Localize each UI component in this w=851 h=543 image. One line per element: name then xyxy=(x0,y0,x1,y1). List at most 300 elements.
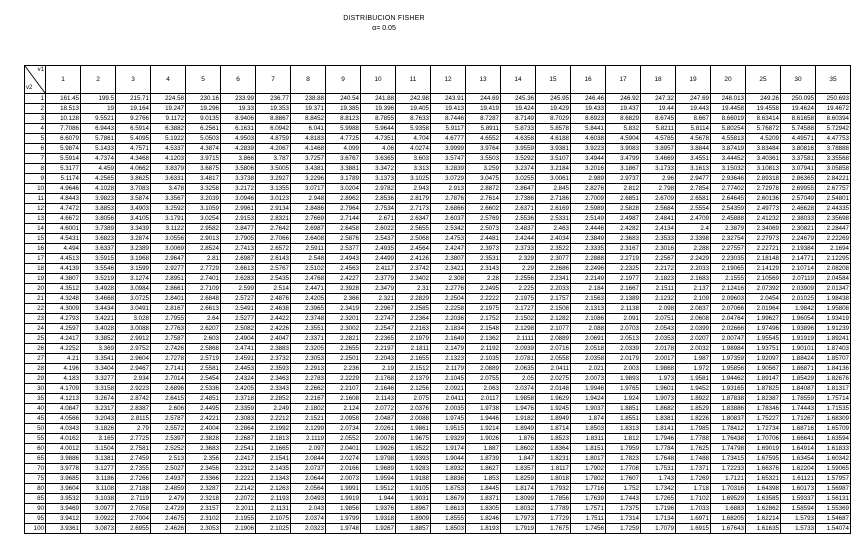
table-cell: 1.7985 xyxy=(676,424,711,434)
table-cell: 1.66641 xyxy=(781,434,816,444)
table-cell: 2.606 xyxy=(151,404,186,414)
table-cell: 2.3718 xyxy=(221,394,256,404)
table-row xyxy=(25,214,851,224)
table-cell: 1.78559 xyxy=(781,394,816,404)
table-cell: 1.83886 xyxy=(711,404,746,414)
table-cell: 2.3973 xyxy=(466,244,501,254)
table-cell: 1.9452 xyxy=(676,384,711,394)
table-cell: 2.671 xyxy=(361,214,396,224)
table-cell: 1.853 xyxy=(466,474,501,484)
table-cell: 2.9223 xyxy=(116,384,151,394)
row-header: 90 xyxy=(25,504,46,514)
table-cell: 2.3928 xyxy=(326,284,361,294)
table-cell: 2.7725 xyxy=(116,434,151,444)
table-cell: 240.54 xyxy=(326,94,361,104)
table-cell: 4.47753 xyxy=(816,134,851,144)
table-cell: 1.98438 xyxy=(816,294,851,304)
table-cell: 2.1256 xyxy=(396,384,431,394)
table-cell: 2.934 xyxy=(116,374,151,384)
table-cell: 2.9647 xyxy=(151,254,186,264)
table-cell: 2.41232 xyxy=(746,214,781,224)
table-cell: 2.1975 xyxy=(501,294,536,304)
table-cell: 2.0358 xyxy=(571,354,606,364)
table-cell: 1.9073 xyxy=(641,394,676,404)
table-cell: 1.9919 xyxy=(326,494,361,504)
table-cell: 2.2072 xyxy=(221,494,256,504)
table-cell: 4.3248 xyxy=(46,294,81,304)
table-cell: 2.8962 xyxy=(326,194,361,204)
table-cell: 6.0942 xyxy=(256,124,291,134)
table-cell: 2.5068 xyxy=(396,234,431,244)
table-cell: 3.2184 xyxy=(536,164,571,174)
table-cell: 2.2325 xyxy=(606,264,641,274)
table-cell: 3.9532 xyxy=(46,494,81,504)
column-header: 2 xyxy=(81,66,116,94)
table-cell: 2.23035 xyxy=(711,254,746,264)
table-cell: 2.67757 xyxy=(816,184,851,194)
table-cell: 2.5769 xyxy=(466,214,501,224)
table-cell: 3.1968 xyxy=(116,254,151,264)
table-cell: 2.5435 xyxy=(256,274,291,284)
table-cell: 4.21 xyxy=(46,354,81,364)
table-row xyxy=(25,164,851,174)
table-cell: 1.7639 xyxy=(571,494,606,504)
table-cell: 2.0487 xyxy=(361,414,396,424)
table-cell: 215.71 xyxy=(116,94,151,104)
table-cell: 2.0493 xyxy=(291,494,326,504)
table-cell: 2.2967 xyxy=(361,304,396,314)
table-cell: 1.6883 xyxy=(711,504,746,514)
table-cell: 2.30821 xyxy=(781,224,816,234)
table-cell: 2.0755 xyxy=(466,374,501,384)
column-header: 35 xyxy=(816,66,851,94)
table-cell: 3.0717 xyxy=(291,184,326,194)
table-cell: 3.7389 xyxy=(81,224,116,234)
row-header: 8 xyxy=(25,164,46,174)
table-cell: 2.2258 xyxy=(431,304,466,314)
table-cell: 2.0781 xyxy=(501,354,536,364)
table-cell: 1.8922 xyxy=(676,394,711,404)
table-cell: 8.6745 xyxy=(641,114,676,124)
table-cell: 4.5431 xyxy=(46,234,81,244)
table-cell: 2.2821 xyxy=(326,334,361,344)
table-cell: 2.366 xyxy=(326,294,361,304)
table-cell: 4.7472 xyxy=(46,204,81,214)
table-cell: 2.1608 xyxy=(326,394,361,404)
table-cell: 2.0454 xyxy=(746,294,781,304)
table-cell: 4.1468 xyxy=(291,144,326,154)
table-cell: 2.321 xyxy=(361,294,396,304)
table-cell: 2.1823 xyxy=(641,274,676,284)
table-cell: 3.3567 xyxy=(151,194,186,204)
table-cell: 1.9174 xyxy=(431,444,466,454)
table-cell: 2.124 xyxy=(326,404,361,414)
table-cell: 2.45888 xyxy=(711,214,746,224)
table-cell: 8.7855 xyxy=(361,114,396,124)
table-cell: 2.5073 xyxy=(466,224,501,234)
table-cell: 1.74443 xyxy=(781,404,816,414)
table-cell: 2.0399 xyxy=(676,324,711,334)
row-header: 21 xyxy=(25,294,46,304)
table-cell: 2.1811 xyxy=(396,344,431,354)
table-cell: 2.4117 xyxy=(361,264,396,274)
table-cell: 2.0035 xyxy=(431,404,466,414)
table-cell: 1.54074 xyxy=(816,524,851,534)
table-cell: 2.5342 xyxy=(431,224,466,234)
table-cell: 2.0889 xyxy=(536,334,571,344)
table-cell: 2.2429 xyxy=(676,254,711,264)
table-cell: 2.6955 xyxy=(116,524,151,534)
table-cell: 2.4904 xyxy=(221,334,256,344)
table-cell: 2.2229 xyxy=(326,374,361,384)
table-cell: 1.86871 xyxy=(781,364,816,374)
table-cell: 2.6851 xyxy=(606,194,641,204)
table-cell: 3.3738 xyxy=(221,174,256,184)
table-cell: 1.8739 xyxy=(466,454,501,464)
table-cell: 1.93896 xyxy=(781,324,816,334)
table-row xyxy=(25,174,851,184)
table-cell: 2.4499 xyxy=(361,254,396,264)
table-cell: 3.1186 xyxy=(81,474,116,484)
table-cell: 2.4851 xyxy=(186,394,221,404)
table-cell: 2.00747 xyxy=(711,334,746,344)
table-cell: 1.8529 xyxy=(676,404,711,414)
table-cell: 3.4551 xyxy=(676,154,711,164)
table-cell: 2.1667 xyxy=(606,284,641,294)
table-cell: 2.2783 xyxy=(291,374,326,384)
table-cell: 1.9026 xyxy=(466,434,501,444)
table-row xyxy=(25,314,851,324)
table-row xyxy=(25,344,851,354)
table-cell: 1.8503 xyxy=(571,424,606,434)
table-cell: 3.2172 xyxy=(221,184,256,194)
table-cell: 2.3479 xyxy=(361,284,396,294)
table-cell: 3.0922 xyxy=(81,514,116,524)
table-cell: 2.14771 xyxy=(781,254,816,264)
table-cell: 1.8555 xyxy=(431,514,466,524)
table-cell: 1.9182 xyxy=(501,414,536,424)
table-cell: 2.0339 xyxy=(606,344,641,354)
row-header: 9 xyxy=(25,174,46,184)
table-cell: 2.0772 xyxy=(361,404,396,414)
table-cell: 1.7033 xyxy=(676,504,711,514)
table-cell: 5.9874 xyxy=(46,144,81,154)
table-cell: 2.5491 xyxy=(221,304,256,314)
table-cell: 7.7086 xyxy=(46,124,81,134)
row-header: 35 xyxy=(25,394,46,404)
table-cell: 5.80254 xyxy=(711,124,746,134)
table-cell: 2.4638 xyxy=(256,304,291,314)
table-cell: 3.1504 xyxy=(81,444,116,454)
table-cell: 3.4669 xyxy=(641,154,676,164)
table-cell: 2.5377 xyxy=(326,244,361,254)
table-cell: 2.4324 xyxy=(221,374,256,384)
table-cell: 1.61635 xyxy=(746,524,781,534)
table-cell: 2.3456 xyxy=(186,464,221,474)
table-cell: 4.1203 xyxy=(151,154,186,164)
table-cell: 1.72233 xyxy=(711,464,746,474)
table-cell: 2.0376 xyxy=(396,404,431,414)
table-cell: 1.8627 xyxy=(466,464,501,474)
table-cell: 2.3732 xyxy=(256,354,291,364)
table-cell: 2.8401 xyxy=(151,294,186,304)
table-cell: 2.5868 xyxy=(186,344,221,354)
table-cell: 2.3683 xyxy=(186,444,221,454)
table-cell: 3.6331 xyxy=(151,174,186,184)
table-cell: 3.0984 xyxy=(116,284,151,294)
table-cell: 4.7571 xyxy=(116,144,151,154)
table-cell: 8.7149 xyxy=(501,114,536,124)
column-header: 20 xyxy=(711,66,746,94)
table-cell: 3.8379 xyxy=(151,164,186,174)
table-cell: 1.743 xyxy=(641,474,676,484)
table-cell: 1.8099 xyxy=(501,494,536,504)
table-cell: 19.396 xyxy=(361,104,396,114)
table-cell: 1.9329 xyxy=(431,434,466,444)
table-row xyxy=(25,224,851,234)
row-header: 2 xyxy=(25,104,46,114)
table-cell: 9.5521 xyxy=(81,114,116,124)
table-cell: 2.7141 xyxy=(151,364,186,374)
table-cell: 2.0178 xyxy=(641,344,676,354)
table-cell: 2.4422 xyxy=(256,314,291,324)
table-cell: 19.33 xyxy=(221,104,256,114)
table-cell: 2.9782 xyxy=(361,184,396,194)
table-cell: 2.4943 xyxy=(326,254,361,264)
table-cell: 2.4564 xyxy=(396,244,431,254)
table-cell: 1.63454 xyxy=(781,454,816,464)
table-cell: 2.89318 xyxy=(746,174,781,184)
table-cell: 2.3733 xyxy=(501,244,536,254)
table-cell: 1.96054 xyxy=(781,314,816,324)
table-cell: 3.15032 xyxy=(711,164,746,174)
page-title: DISTRIBUCION FISHER xyxy=(343,15,425,22)
table-cell: 2.1179 xyxy=(431,364,466,374)
table-cell: 3.2592 xyxy=(151,204,186,214)
table-cell: 2.0179 xyxy=(606,354,641,364)
table-cell: 2.2913 xyxy=(291,364,326,374)
table-cell: 249.26 xyxy=(746,94,781,104)
table-cell: 19.385 xyxy=(326,104,361,114)
table-cell: 2.845 xyxy=(536,184,571,194)
table-cell: 2.5454 xyxy=(186,374,221,384)
table-cell: 1.58594 xyxy=(781,504,816,514)
table-cell: 3.4221 xyxy=(81,314,116,324)
table-cell: 2.8179 xyxy=(396,194,431,204)
table-cell: 2.0207 xyxy=(676,334,711,344)
table-cell: 2.3742 xyxy=(396,264,431,274)
table-cell: 4.5209 xyxy=(746,134,781,144)
table-cell: 2.4837 xyxy=(501,224,536,234)
table-cell: 2.05 xyxy=(501,374,536,384)
table-cell: 1.54687 xyxy=(816,514,851,524)
table-cell: 4.0274 xyxy=(396,144,431,154)
table-cell: 1.9868 xyxy=(641,364,676,374)
row-header: 14 xyxy=(25,224,46,234)
table-cell: 1.80837 xyxy=(711,414,746,424)
table-cell: 4.2417 xyxy=(46,334,81,344)
column-header: 16 xyxy=(571,66,606,94)
table-cell: 2.225 xyxy=(501,284,536,294)
column-header: 7 xyxy=(256,66,291,94)
table-cell: 3.8853 xyxy=(81,204,116,214)
table-cell: 1.9748 xyxy=(326,524,361,534)
table-cell: 1.70316 xyxy=(711,484,746,494)
table-cell: 8.667 xyxy=(676,114,711,124)
table-cell: 2.3849 xyxy=(571,234,606,244)
table-cell: 2.81 xyxy=(186,254,221,264)
table-cell: 1.8909 xyxy=(396,514,431,524)
table-cell: 2.463 xyxy=(536,224,571,234)
table-cell: 2.44335 xyxy=(816,204,851,214)
table-row xyxy=(25,234,851,244)
table-cell: 19.4458 xyxy=(711,104,746,114)
table-cell: 3.0475 xyxy=(466,174,501,184)
table-cell: 2.2504 xyxy=(431,294,466,304)
table-cell: 2.4126 xyxy=(396,254,431,264)
table-cell: 1.91919 xyxy=(781,334,816,344)
table-cell: 1.9926 xyxy=(361,444,396,454)
table-cell: 2.4282 xyxy=(606,224,641,234)
table-cell: 3.1025 xyxy=(396,174,431,184)
table-cell: 3.0061 xyxy=(536,174,571,184)
table-cell: 2.6572 xyxy=(256,244,291,254)
table-cell: 1.93165 xyxy=(711,384,746,394)
table-cell: 1.9861 xyxy=(396,424,431,434)
table-cell: 6.5914 xyxy=(116,124,151,134)
table-cell: 19.4558 xyxy=(746,104,781,114)
table-cell: 1.9675 xyxy=(396,434,431,444)
table-cell: 247.69 xyxy=(676,94,711,104)
table-cell: 2.1362 xyxy=(466,334,501,344)
table-cell: 9.0135 xyxy=(186,114,221,124)
table-cell: 1.7919 xyxy=(501,524,536,534)
table-cell: 1.8551 xyxy=(606,414,641,424)
table-cell: 2.5911 xyxy=(291,244,326,254)
table-cell: 2.088 xyxy=(571,324,606,334)
table-cell: 2.08208 xyxy=(816,264,851,274)
table-cell: 2.7876 xyxy=(431,194,466,204)
table-cell: 2.8321 xyxy=(256,214,291,224)
table-cell: 1.91239 xyxy=(816,324,851,334)
table-cell: 2.9153 xyxy=(221,214,256,224)
table-cell: 3.1108 xyxy=(81,484,116,494)
table-cell: 2.5437 xyxy=(361,234,396,244)
table-cell: 3.5806 xyxy=(221,164,256,174)
table-cell: 2.1075 xyxy=(256,514,291,524)
table-cell: 4.2793 xyxy=(46,314,81,324)
table-cell: 2.4709 xyxy=(676,214,711,224)
row-header: 22 xyxy=(25,304,46,314)
table-cell: 1.8311 xyxy=(571,434,606,444)
table-cell: 2.6169 xyxy=(536,204,571,214)
table-cell: 2.989 xyxy=(571,174,606,184)
table-cell: 5.9358 xyxy=(396,124,431,134)
table-cell: 2.7401 xyxy=(186,274,221,284)
table-row xyxy=(25,394,851,404)
table-row xyxy=(25,204,851,214)
table-cell: 2.3883 xyxy=(256,344,291,354)
table-cell: 2.1379 xyxy=(396,374,431,384)
table-cell: 1.9283 xyxy=(396,464,431,474)
table-cell: 8.66019 xyxy=(711,114,746,124)
row-header: 20 xyxy=(25,284,46,294)
row-header: 5 xyxy=(25,134,46,144)
table-cell: 3.35568 xyxy=(816,154,851,164)
table-cell: 2.2547 xyxy=(361,324,396,334)
table-cell: 2.5828 xyxy=(606,204,641,214)
table-cell: 2.46628 xyxy=(781,204,816,214)
row-header: 1 xyxy=(25,94,46,104)
table-cell: 1.8949 xyxy=(501,424,536,434)
table-cell: 2.1086 xyxy=(571,314,606,324)
table-cell: 2.02666 xyxy=(711,324,746,334)
table-cell: 1.8381 xyxy=(641,414,676,424)
table-cell: 1.65709 xyxy=(816,424,851,434)
table-cell: 2.0274 xyxy=(326,454,361,464)
table-cell: 2.3531 xyxy=(466,254,501,264)
table-cell: 3.5292 xyxy=(501,154,536,164)
table-row xyxy=(25,424,851,434)
table-cell: 1.7856 xyxy=(536,494,571,504)
table-cell: 1.5793 xyxy=(781,514,816,524)
table-cell: 3.9469 xyxy=(46,504,81,514)
table-cell: 2.7905 xyxy=(221,234,256,244)
table-cell: 2.479 xyxy=(151,494,186,504)
table-cell: 2.3335 xyxy=(571,244,606,254)
table-cell: 2.1193 xyxy=(256,494,291,504)
table-cell: 1.7269 xyxy=(676,474,711,484)
table-cell: 2.07392 xyxy=(746,284,781,294)
row-header: 100 xyxy=(25,524,46,534)
table-cell: 2.3102 xyxy=(186,514,221,524)
table-cell: 4.0566 xyxy=(46,414,81,424)
table-cell: 2.1802 xyxy=(291,404,326,414)
table-cell: 2.6709 xyxy=(641,194,676,204)
table-cell: 3.5915 xyxy=(81,254,116,264)
table-cell: 2.0751 xyxy=(641,314,676,324)
table-cell: 3.40361 xyxy=(746,154,781,164)
table-cell: 2.097 xyxy=(291,444,326,454)
table-cell: 3.9778 xyxy=(46,464,81,474)
table-cell: 2.01347 xyxy=(816,284,851,294)
table-cell: 2.1192 xyxy=(466,344,501,354)
table-cell: 2.1435 xyxy=(256,464,291,474)
table-cell: 1.8967 xyxy=(396,504,431,514)
table-cell: 6.2561 xyxy=(186,124,221,134)
table-cell: 8.8123 xyxy=(326,114,361,124)
table-cell: 5.0503 xyxy=(186,134,221,144)
table-cell: 2.2567 xyxy=(641,254,676,264)
table-cell: 1.9842 xyxy=(781,304,816,314)
table-cell: 2.5277 xyxy=(221,314,256,324)
table-cell: 2.0716 xyxy=(536,344,571,354)
table-cell: 3.4434 xyxy=(81,304,116,314)
table-cell: 2.1992 xyxy=(256,424,291,434)
table-cell: 19.247 xyxy=(151,104,186,114)
table-cell: 2.4495 xyxy=(186,404,221,414)
table-cell: 3.1277 xyxy=(81,464,116,474)
table-cell: 1.8503 xyxy=(431,524,466,534)
table-cell: 3.37581 xyxy=(781,154,816,164)
table-cell: 2.1119 xyxy=(291,434,326,444)
column-header: 9 xyxy=(326,66,361,94)
table-cell: 2.1502 xyxy=(501,314,536,324)
table-cell: 2.2496 xyxy=(571,264,606,274)
table-cell: 2.5149 xyxy=(571,214,606,224)
table-cell: 3.9559 xyxy=(501,144,536,154)
table-cell: 1.75227 xyxy=(746,414,781,424)
